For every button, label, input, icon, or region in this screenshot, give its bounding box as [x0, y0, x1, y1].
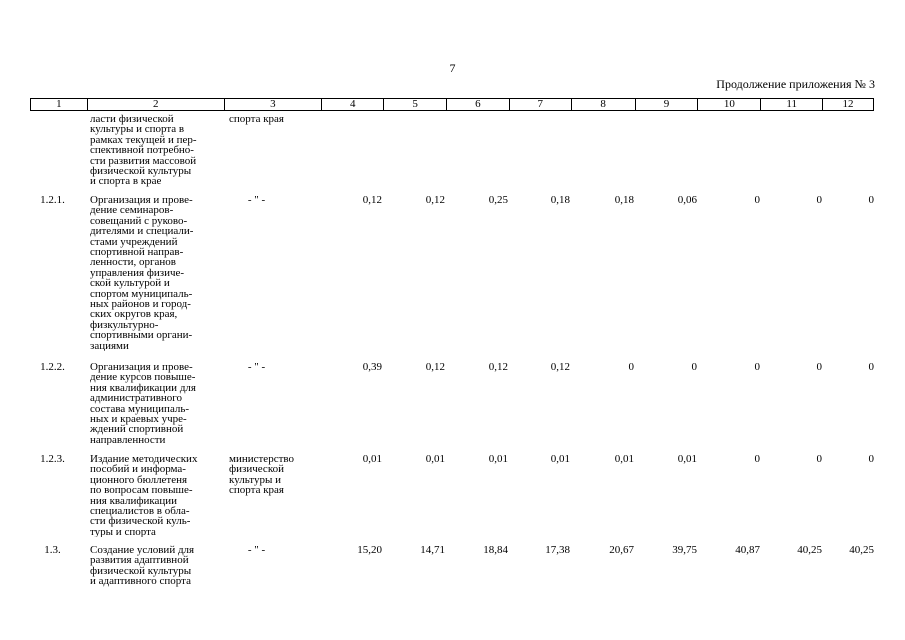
column-header-10: 10	[698, 99, 761, 110]
row-value-col-5: 0,12	[425, 362, 445, 373]
row-value-col-10: 0	[754, 195, 760, 206]
table-header-row	[30, 98, 874, 111]
column-header-6: 6	[447, 99, 510, 110]
row-value-col-6	[447, 114, 510, 187]
row-value-col-4: 0,39	[362, 362, 382, 373]
column-header-5: 5	[384, 99, 447, 110]
row-value-col-11: 40,25	[797, 545, 822, 556]
row-executor: - " -	[247, 362, 266, 373]
row-value-col-9	[636, 114, 699, 187]
column-header-9: 9	[636, 99, 699, 110]
row-value-col-5	[384, 114, 447, 187]
row-value-col-12: 0	[868, 454, 874, 465]
row-code: 1.2.2.	[40, 362, 65, 373]
row-value-col-9: 39,75	[672, 545, 697, 556]
row-activity-name: Организация и прове- дение курсов повыше- ния квалификации для административного состава муниципаль- ных и краевых учре- ждений спортивной направленности	[90, 362, 196, 446]
table-row	[30, 195, 874, 351]
row-value-col-8	[572, 114, 636, 187]
row-value-col-10: 40,87	[735, 545, 760, 556]
row-value-col-5: 14,71	[420, 545, 445, 556]
row-activity-name: Организация и прове- дение семинаров- совещаний с руково- дителями и специали- стами учреждений спортивной направ- ленности, органов управления физиче- ской культурой и спортом муниципаль- ных районов и город- ских округов края, физкультурно- спортивными органи- зациями	[90, 195, 194, 352]
table-row	[30, 362, 874, 445]
row-value-col-8: 0	[628, 362, 634, 373]
row-value-col-12: 0	[868, 195, 874, 206]
row-activity-name: Создание условий для развития адаптивной физической культуры и адаптивного спорта	[90, 545, 195, 587]
row-value-col-10: 0	[754, 454, 760, 465]
row-executor: спорта края	[229, 114, 284, 125]
column-header-12: 12	[842, 98, 854, 110]
row-value-col-6: 18,84	[483, 545, 508, 556]
column-header-3: 3	[225, 99, 323, 110]
row-value-col-6: 0,12	[488, 362, 508, 373]
row-executor: - " -	[247, 545, 266, 556]
row-code: 1.3.	[44, 545, 61, 556]
column-header-7: 7	[510, 99, 572, 110]
column-header-2: 2	[88, 99, 225, 110]
row-value-col-8: 20,67	[609, 545, 634, 556]
column-header-4: 4	[322, 99, 384, 110]
row-value-col-12	[824, 114, 874, 187]
row-code: 1.2.1.	[40, 195, 65, 206]
row-value-col-5: 0,12	[425, 195, 445, 206]
row-value-col-6: 0,01	[488, 454, 508, 465]
row-value-col-11: 0	[816, 454, 822, 465]
row-value-col-4: 0,12	[362, 195, 382, 206]
row-code: 1.2.3.	[40, 454, 65, 465]
continuation-caption: Продолжение приложения № 3	[716, 77, 875, 91]
row-value-col-11: 0	[816, 195, 822, 206]
row-value-col-4: 15,20	[357, 545, 382, 556]
row-value-col-9: 0,06	[677, 195, 697, 206]
table-row	[30, 114, 874, 187]
row-value-col-7	[510, 114, 572, 187]
row-activity-name: Издание методических пособий и информа- ционного бюллетеня по вопросам повыше- ния квалификации специалистов в обла- сти физической куль- туры и спорта	[90, 454, 198, 538]
column-header-1: 1	[31, 99, 88, 110]
row-value-col-7: 0,18	[550, 195, 570, 206]
row-code	[30, 114, 87, 187]
page-number: 7	[449, 61, 456, 75]
row-value-col-12: 0	[868, 362, 874, 373]
row-value-col-12: 40,25	[849, 545, 874, 556]
row-value-col-7: 17,38	[545, 545, 570, 556]
row-activity-name: ласти физической культуры и спорта в рамках текущей и пер- спективной потребно- сти развития массовой физической культуры и спорта в крае	[90, 114, 197, 187]
table-row	[30, 454, 874, 537]
row-value-col-7: 0,01	[550, 454, 570, 465]
row-value-col-4	[322, 114, 384, 187]
row-value-col-5: 0,01	[425, 454, 445, 465]
row-value-col-11	[762, 114, 824, 187]
row-value-col-8: 0,18	[614, 195, 634, 206]
row-value-col-4: 0,01	[362, 454, 382, 465]
row-value-col-10: 0	[754, 362, 760, 373]
row-value-col-9: 0	[691, 362, 697, 373]
row-value-col-6: 0,25	[488, 195, 508, 206]
row-value-col-7: 0,12	[550, 362, 570, 373]
row-value-col-10	[699, 114, 762, 187]
table-row	[30, 545, 874, 587]
row-value-col-8: 0,01	[614, 454, 634, 465]
row-value-col-9: 0,01	[677, 454, 697, 465]
column-header-8: 8	[572, 99, 636, 110]
column-header-11: 11	[761, 99, 823, 110]
row-executor: министерство физической культуры и спорта края	[229, 454, 295, 497]
row-executor: - " -	[247, 195, 266, 206]
row-value-col-11: 0	[816, 362, 822, 373]
